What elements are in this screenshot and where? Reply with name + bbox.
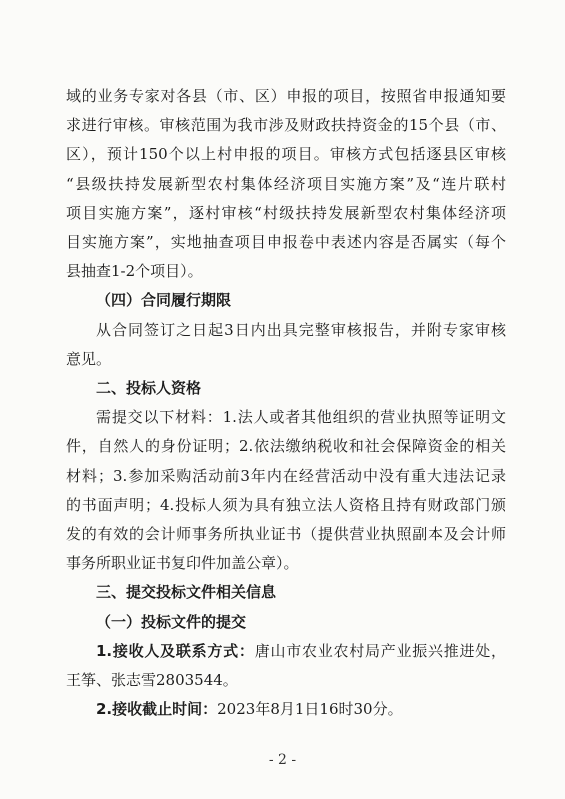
text-line: 的书面声明；4.投标人须为具有独立法人资格且持有财政部门颁 [66,495,506,514]
text-line: 区），预计150个以上村申报的项目。审核方式包括逐县区审核 [66,145,506,164]
contract-period-paragraph [66,316,506,374]
text-line: 县抽查1-2个项目）。 [66,262,203,281]
text-line: 域的业务专家对各县（市、区）申报的项目，按照省申报通知要 [66,87,506,105]
page-number: - 2 - [268,752,297,768]
text-line: 从合同签订之日起3日内出具完整审核报告，并附专家审核 [96,320,506,339]
receiver-contact-line [66,637,506,666]
text-line: 意见。 [66,349,112,368]
subsection-heading-submission: （一）投标文件的提交 [96,612,247,631]
text-line: 发的有效的会计师事务所执业证书（提供营业执照副本及会计师 [66,525,506,544]
section-heading-contract-period: （四）合同履行期限 [96,291,232,310]
review-scope-paragraph [66,82,506,286]
text-line: 需提交以下材料：1.法人或者其他组织的营业执照等证明文 [96,408,506,427]
text-line: 目实施方案”，实地抽查项目申报卷中表述内容是否属实（每个 [66,233,506,252]
section-heading-bidder-qualification: 二、投标人资格 [96,379,202,398]
text-line: 项目实施方案”，逐村审核“村级扶持发展新型农村集体经济项 [66,203,506,222]
section-heading-submission-info: 三、提交投标文件相关信息 [96,583,277,602]
text-line: 材料；3.参加采购活动前3年内在经营活动中没有重大违法记录 [66,466,506,485]
receiver-contact-label: 1.接收人及联系方式： [96,641,255,660]
bidder-qualification-paragraph [66,403,506,578]
document-body [66,82,506,724]
text-line: 求进行审核。审核范围为我市涉及财政扶持资金的15个县（市、 [66,116,506,135]
text-line: 件，自然人的身份证明；2.依法缴纳税收和社会保障资金的相关 [66,437,506,456]
text-line: “县级扶持发展新型农村集体经济项目实施方案”及“连片联村 [66,174,506,193]
deadline-label: 2.接收截止时间： [96,700,218,719]
receiver-contact-continuation: 王筝、张志雪2803544。 [66,671,238,690]
deadline-line [66,695,506,724]
text-line: 事务所职业证书复印件加盖公章）。 [66,554,299,573]
deadline-text: 2023年8月1日16时30分。 [217,700,403,719]
receiver-contact-text: 唐山市农业农村局产业振兴推进处， [254,641,506,660]
